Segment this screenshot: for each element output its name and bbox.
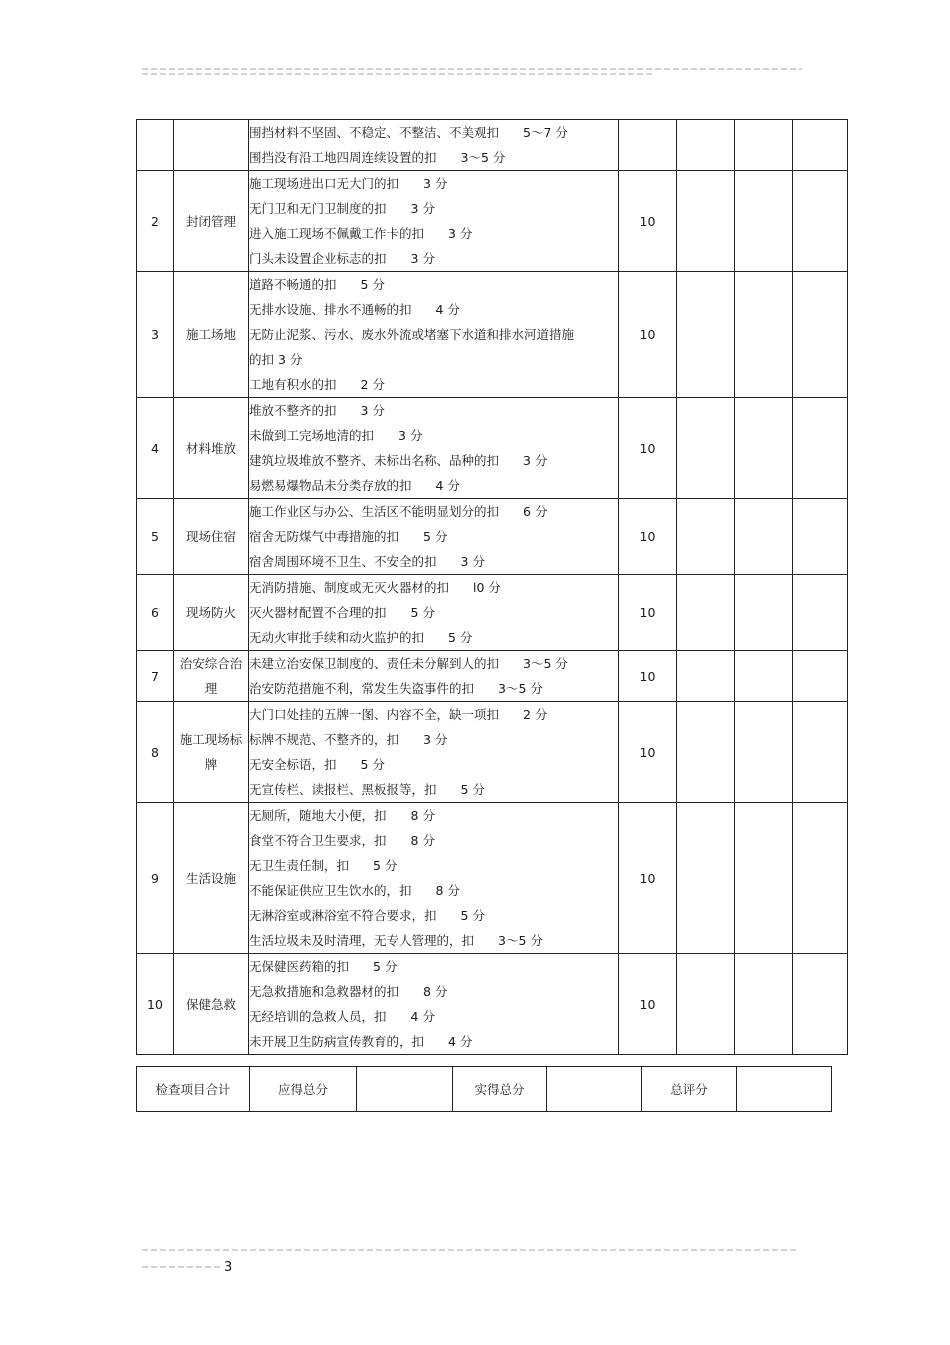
- standard-text: 不能保证供应卫生饮水的，扣: [249, 883, 412, 898]
- standard-text: 标牌不规范、不整齐的，扣: [249, 732, 400, 747]
- deduction-standard: [249, 171, 619, 272]
- standard-line: [249, 1029, 618, 1054]
- standard-text: 无厕所，随地大小便，扣: [249, 808, 387, 823]
- standard-line: [249, 928, 618, 953]
- standard-line: [249, 524, 618, 549]
- should-score-label: 应得总分: [250, 1067, 357, 1112]
- deduction-points: 3 分: [410, 201, 435, 216]
- total-label: 检查项目合计: [137, 1067, 250, 1112]
- table-row: [137, 803, 848, 954]
- deduction-points: 5 分: [360, 757, 385, 772]
- standard-line: [249, 777, 618, 802]
- actual-score-cell[interactable]: [735, 499, 793, 575]
- deduction-points: 4 分: [410, 1009, 435, 1024]
- deducted-score-cell[interactable]: [677, 651, 735, 702]
- deduction-points: 3～5 分: [523, 656, 568, 671]
- deduction-points: 5 分: [460, 782, 485, 797]
- item-name: [174, 120, 249, 171]
- full-score: [619, 120, 677, 171]
- deduction-points: 3 分: [398, 428, 423, 443]
- deduction-points: 2 分: [523, 707, 548, 722]
- actual-score-cell[interactable]: [735, 803, 793, 954]
- total-row: [137, 1067, 832, 1112]
- item-number: 8: [137, 702, 174, 803]
- full-score: 10: [619, 575, 677, 651]
- full-score: 10: [619, 702, 677, 803]
- deduction-points: 5 分: [410, 605, 435, 620]
- deduction-points: 3～5 分: [460, 150, 506, 165]
- footer-faint-text: [142, 1249, 797, 1251]
- deduction-points: [302, 352, 326, 367]
- actual-score-label: 实得总分: [453, 1067, 547, 1112]
- deduction-points: l0 分: [473, 580, 501, 595]
- standard-text: 未做到工完场地清的扣: [249, 428, 375, 443]
- standard-text: 无防止泥浆、污水、废水外流或堵塞下水道和排水河道措施: [249, 327, 575, 342]
- deducted-score-cell[interactable]: [677, 702, 735, 803]
- deduction-points: 5～7 分: [523, 125, 568, 140]
- remark-cell[interactable]: [793, 398, 848, 499]
- deduction-standard: [249, 272, 619, 398]
- standard-line: [249, 221, 618, 246]
- standard-line: [249, 803, 618, 828]
- standard-text: 宿舍周围环境不卫生、不安全的扣: [249, 554, 437, 569]
- item-number: 4: [137, 398, 174, 499]
- standard-line: [249, 752, 618, 777]
- standard-line: [249, 651, 618, 676]
- standard-text: 无消防措施、制度或无灭火器材的扣: [249, 580, 450, 595]
- standard-line: [249, 196, 618, 221]
- deduction-points: 3 分: [423, 176, 448, 191]
- standard-line: [249, 954, 618, 979]
- standard-line: [249, 423, 618, 448]
- table-row: [137, 398, 848, 499]
- standard-text: 易燃易爆物品未分类存放的扣: [249, 478, 412, 493]
- standard-text: 未建立治安保卫制度的、责任未分解到人的扣: [249, 656, 500, 671]
- deduction-points: 8 分: [423, 984, 448, 999]
- overall-score-label: 总评分: [642, 1067, 737, 1112]
- deduction-points: 4 分: [435, 302, 460, 317]
- standard-text: 灭火器材配置不合理的扣: [249, 605, 387, 620]
- deducted-score-cell[interactable]: [677, 398, 735, 499]
- standard-text: 无保健医药箱的扣: [249, 959, 350, 974]
- standard-line: [249, 878, 618, 903]
- item-number: 2: [137, 171, 174, 272]
- actual-score-cell[interactable]: [735, 120, 793, 171]
- remark-cell[interactable]: [793, 702, 848, 803]
- standard-line: [249, 979, 618, 1004]
- standard-line: [249, 246, 618, 271]
- actual-score-cell[interactable]: [735, 651, 793, 702]
- standard-line: [249, 702, 618, 727]
- standard-text: 无经培训的急救人员，扣: [249, 1009, 387, 1024]
- deduction-points: 3 分: [448, 226, 473, 241]
- standard-line: [249, 1004, 618, 1029]
- deduction-points: 2 分: [360, 377, 385, 392]
- full-score: 10: [619, 398, 677, 499]
- deduction-points: 3～5 分: [498, 681, 543, 696]
- table-row: [137, 120, 848, 171]
- deduction-points: 4 分: [435, 478, 460, 493]
- standard-text: 建筑垃圾堆放不整齐、未标出名称、品种的扣: [249, 453, 500, 468]
- standard-line: [249, 727, 618, 752]
- standard-line: [249, 448, 618, 473]
- standard-text: 围挡材料不坚固、不稳定、不整洁、不美观扣: [249, 125, 500, 140]
- standard-text: 门头未设置企业标志的扣: [249, 251, 387, 266]
- standard-text: 围挡没有沿工地四周连续设置的扣: [249, 150, 437, 165]
- standard-text: 生活垃圾未及时清理，无专人管理的，扣: [249, 933, 475, 948]
- standard-text: 无急救措施和急救器材的扣: [249, 984, 400, 999]
- deduction-standard: [249, 499, 619, 575]
- standard-line: [249, 145, 618, 170]
- standard-text: 治安防范措施不利，常发生失盗事件的扣: [249, 681, 475, 696]
- remark-cell[interactable]: [793, 575, 848, 651]
- standard-text: 未开展卫生防病宣传教育的，扣: [249, 1034, 425, 1049]
- remark-cell[interactable]: [793, 803, 848, 954]
- deducted-score-cell[interactable]: [677, 575, 735, 651]
- deduction-points: 3～5 分: [498, 933, 543, 948]
- deduction-points: 5 分: [360, 277, 385, 292]
- remark-cell[interactable]: [793, 651, 848, 702]
- actual-score-cell[interactable]: [735, 702, 793, 803]
- standard-line: [249, 676, 618, 701]
- full-score: 10: [619, 651, 677, 702]
- actual-score-cell[interactable]: [735, 398, 793, 499]
- item-name: 现场住宿: [174, 499, 249, 575]
- total-table: [136, 1066, 832, 1112]
- overall-score-value[interactable]: [737, 1067, 832, 1112]
- item-name: 保健急救: [174, 954, 249, 1055]
- item-name: 封闭管理: [174, 171, 249, 272]
- standard-line: [249, 171, 618, 196]
- deduction-points: 5 分: [373, 858, 398, 873]
- full-score: 10: [619, 499, 677, 575]
- deduction-points: 4 分: [448, 1034, 473, 1049]
- deduction-points: 5 分: [423, 529, 448, 544]
- standard-line: [249, 600, 618, 625]
- standard-text: 施工现场进出口无大门的扣: [249, 176, 400, 191]
- table-row: [137, 499, 848, 575]
- remark-cell[interactable]: [793, 954, 848, 1055]
- item-number: 6: [137, 575, 174, 651]
- table-row: [137, 702, 848, 803]
- deduction-points: 5 分: [448, 630, 473, 645]
- standard-text: 道路不畅通的扣: [249, 277, 337, 292]
- standard-text: 食堂不符合卫生要求，扣: [249, 833, 387, 848]
- standard-line: [249, 297, 618, 322]
- deduction-points: 3 分: [423, 732, 448, 747]
- deduction-points: 8 分: [410, 808, 435, 823]
- remark-cell[interactable]: [793, 272, 848, 398]
- standard-text: 无宣传栏、读报栏、黑板报等，扣: [249, 782, 437, 797]
- standard-text: 施工作业区与办公、生活区不能明显划分的扣: [249, 504, 500, 519]
- deduction-points: 5 分: [373, 959, 398, 974]
- table-row: [137, 171, 848, 272]
- deduction-points: 3 分: [410, 251, 435, 266]
- should-score-value[interactable]: [357, 1067, 453, 1112]
- standard-text: 无排水设施、排水不通畅的扣: [249, 302, 412, 317]
- full-score: 10: [619, 803, 677, 954]
- deduction-points: 3 分: [460, 554, 485, 569]
- standard-line: [249, 575, 618, 600]
- deduction-points: 8 分: [435, 883, 460, 898]
- inspection-table: [136, 119, 848, 1055]
- standard-line: [249, 322, 618, 347]
- actual-score-cell[interactable]: [735, 954, 793, 1055]
- standard-line: [249, 272, 618, 297]
- deduction-points: [574, 327, 598, 342]
- standard-line: [249, 903, 618, 928]
- inspection-table-body: [137, 120, 848, 1055]
- remark-cell[interactable]: [793, 171, 848, 272]
- item-number: [137, 120, 174, 171]
- table-row: [137, 651, 848, 702]
- deduction-points: 5 分: [460, 908, 485, 923]
- deduction-points: 3 分: [523, 453, 548, 468]
- item-name: 生活设施: [174, 803, 249, 954]
- item-name: 施工场地: [174, 272, 249, 398]
- standard-text: 无卫生责任制，扣: [249, 858, 350, 873]
- deduction-points: 3 分: [360, 403, 385, 418]
- deduction-points: 6 分: [523, 504, 548, 519]
- item-number: 5: [137, 499, 174, 575]
- standard-text: 堆放不整齐的扣: [249, 403, 337, 418]
- deduction-standard: [249, 575, 619, 651]
- table-row: [137, 575, 848, 651]
- standard-text: 进入施工现场不佩戴工作卡的扣: [249, 226, 425, 241]
- footer-faint-text-2: [142, 1266, 222, 1268]
- actual-score-value[interactable]: [547, 1067, 642, 1112]
- standard-text: 宿舍无防煤气中毒措施的扣: [249, 529, 400, 544]
- item-name: 材料堆放: [174, 398, 249, 499]
- standard-text: 无淋浴室或淋浴室不符合要求，扣: [249, 908, 437, 923]
- item-number: 7: [137, 651, 174, 702]
- standard-text: 工地有积水的扣: [249, 377, 337, 392]
- item-number: 3: [137, 272, 174, 398]
- standard-text: 大门口处挂的五牌一图、内容不全，缺一项扣: [249, 707, 500, 722]
- standard-line: [249, 372, 618, 397]
- deduction-standard: [249, 398, 619, 499]
- item-number: 9: [137, 803, 174, 954]
- deduction-standard: [249, 120, 619, 171]
- item-name: 现场防火: [174, 575, 249, 651]
- deducted-score-cell[interactable]: [677, 120, 735, 171]
- actual-score-cell[interactable]: [735, 272, 793, 398]
- remark-cell[interactable]: [793, 499, 848, 575]
- header-faint-text-2: [142, 73, 652, 75]
- item-name: 施工现场标牌: [174, 702, 249, 803]
- deducted-score-cell[interactable]: [677, 171, 735, 272]
- item-number: 10: [137, 954, 174, 1055]
- remark-cell[interactable]: [793, 120, 848, 171]
- standard-line: [249, 120, 618, 145]
- standard-line: [249, 853, 618, 878]
- item-name: 治安综合治理: [174, 651, 249, 702]
- deduction-standard: [249, 803, 619, 954]
- standard-line: [249, 625, 618, 650]
- standard-text: 无门卫和无门卫制度的扣: [249, 201, 387, 216]
- deduction-standard: [249, 702, 619, 803]
- standard-line: [249, 347, 618, 372]
- deduction-points: 8 分: [410, 833, 435, 848]
- standard-line: [249, 828, 618, 853]
- deduction-standard: [249, 954, 619, 1055]
- full-score: 10: [619, 171, 677, 272]
- standard-line: [249, 473, 618, 498]
- standard-line: [249, 499, 618, 524]
- deducted-score-cell[interactable]: [677, 272, 735, 398]
- deducted-score-cell[interactable]: [677, 499, 735, 575]
- standard-line: [249, 549, 618, 574]
- deducted-score-cell[interactable]: [677, 803, 735, 954]
- standard-text: 的扣 3 分: [249, 352, 303, 367]
- page-number: 3: [224, 1260, 233, 1275]
- standard-line: [249, 398, 618, 423]
- table-row: [137, 272, 848, 398]
- full-score: 10: [619, 272, 677, 398]
- deducted-score-cell[interactable]: [677, 954, 735, 1055]
- actual-score-cell[interactable]: [735, 575, 793, 651]
- full-score: 10: [619, 954, 677, 1055]
- table-row: [137, 954, 848, 1055]
- header-faint-text: [142, 68, 802, 70]
- standard-text: 无动火审批手续和动火监护的扣: [249, 630, 425, 645]
- actual-score-cell[interactable]: [735, 171, 793, 272]
- standard-text: 无安全标语，扣: [249, 757, 337, 772]
- deduction-standard: [249, 651, 619, 702]
